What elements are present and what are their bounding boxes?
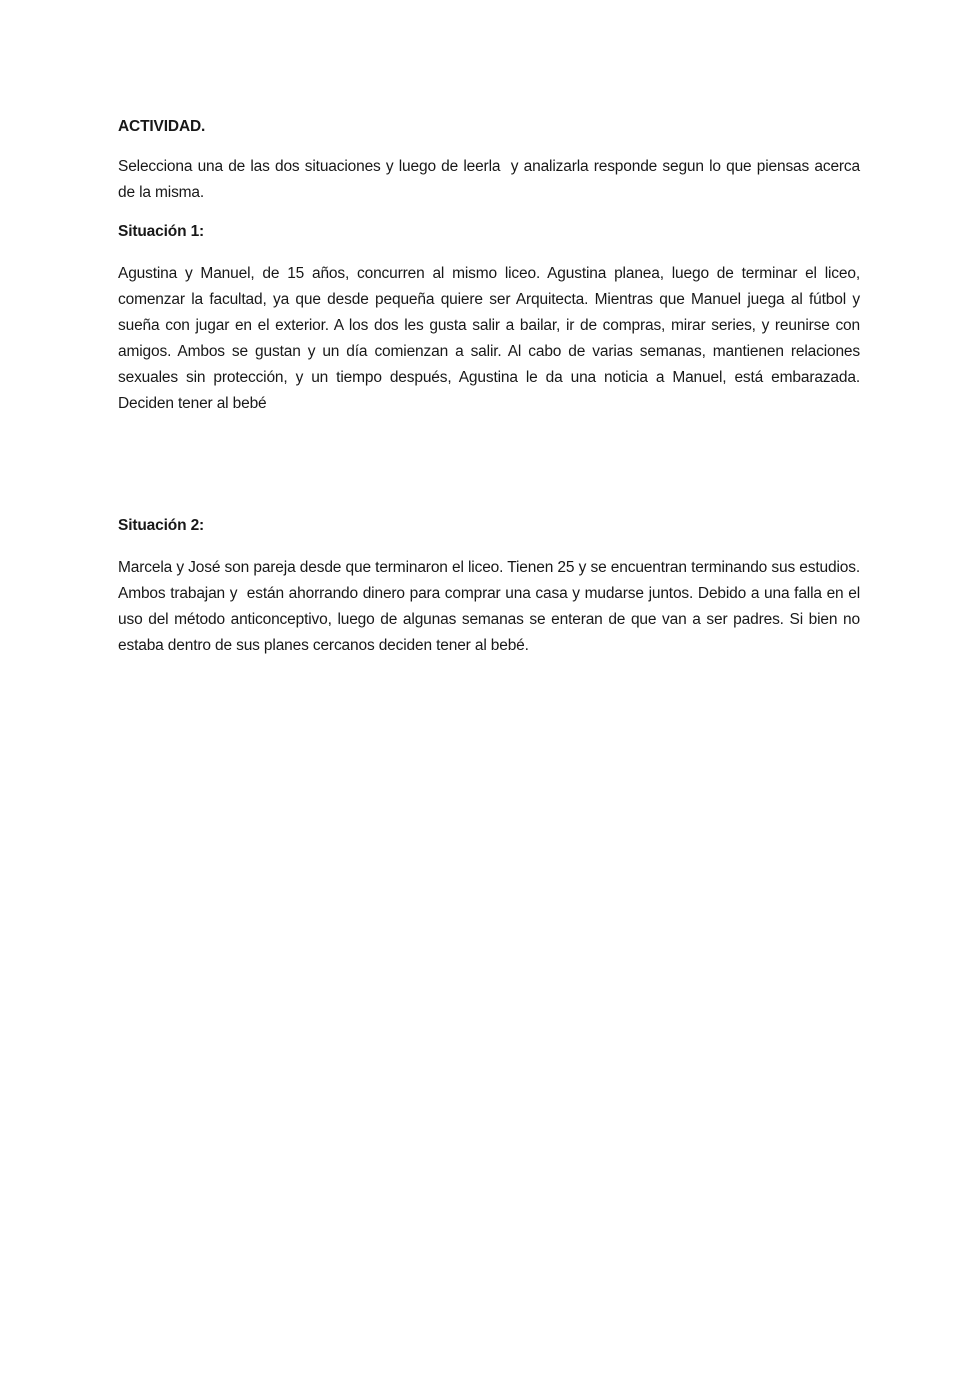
situation-1-paragraph: Agustina y Manuel, de 15 años, concurren al mismo liceo. Agustina planea, luego de terminar el liceo, comenzar la facultad, ya que desde pequeña quiere ser Arquitecta. Mientras que Manuel juega al fútbol y sueña con jugar en el exterior. A los dos les gusta salir a bailar, ir de compras, mirar series, y reunirse con amigos. Ambos se gustan y un día comienzan a salir. Al cabo de varias semanas, mantienen relaciones sexuales sin protección, y un tiempo después, Agustina le da una noticia a Manuel, está embarazada. Deciden tener al bebé: [118, 265, 865, 412]
blank-gap: [118, 417, 860, 513]
situation-1-heading: Situación 1:: [118, 223, 205, 240]
situation-2-heading: Situación 2:: [118, 517, 205, 534]
activity-heading: ACTIVIDAD.: [118, 118, 206, 135]
intro-paragraph: Selecciona una de las dos situaciones y luego de leerla y analizarla responde segun lo que piensas acerca de la misma.: [118, 158, 865, 201]
situation-2-paragraph: Marcela y José son pareja desde que terminaron el liceo. Tienen 25 y se encuentran terminando sus estudios. Ambos trabajan y están ahorrando dinero para comprar una casa y mudarse juntos. Debido a una falla en el uso del método anticonceptivo, luego de algunas semanas se enteran de que van a ser padres. Si bien no estaba dentro de sus planes cercanos deciden tener al bebé.: [118, 559, 865, 654]
